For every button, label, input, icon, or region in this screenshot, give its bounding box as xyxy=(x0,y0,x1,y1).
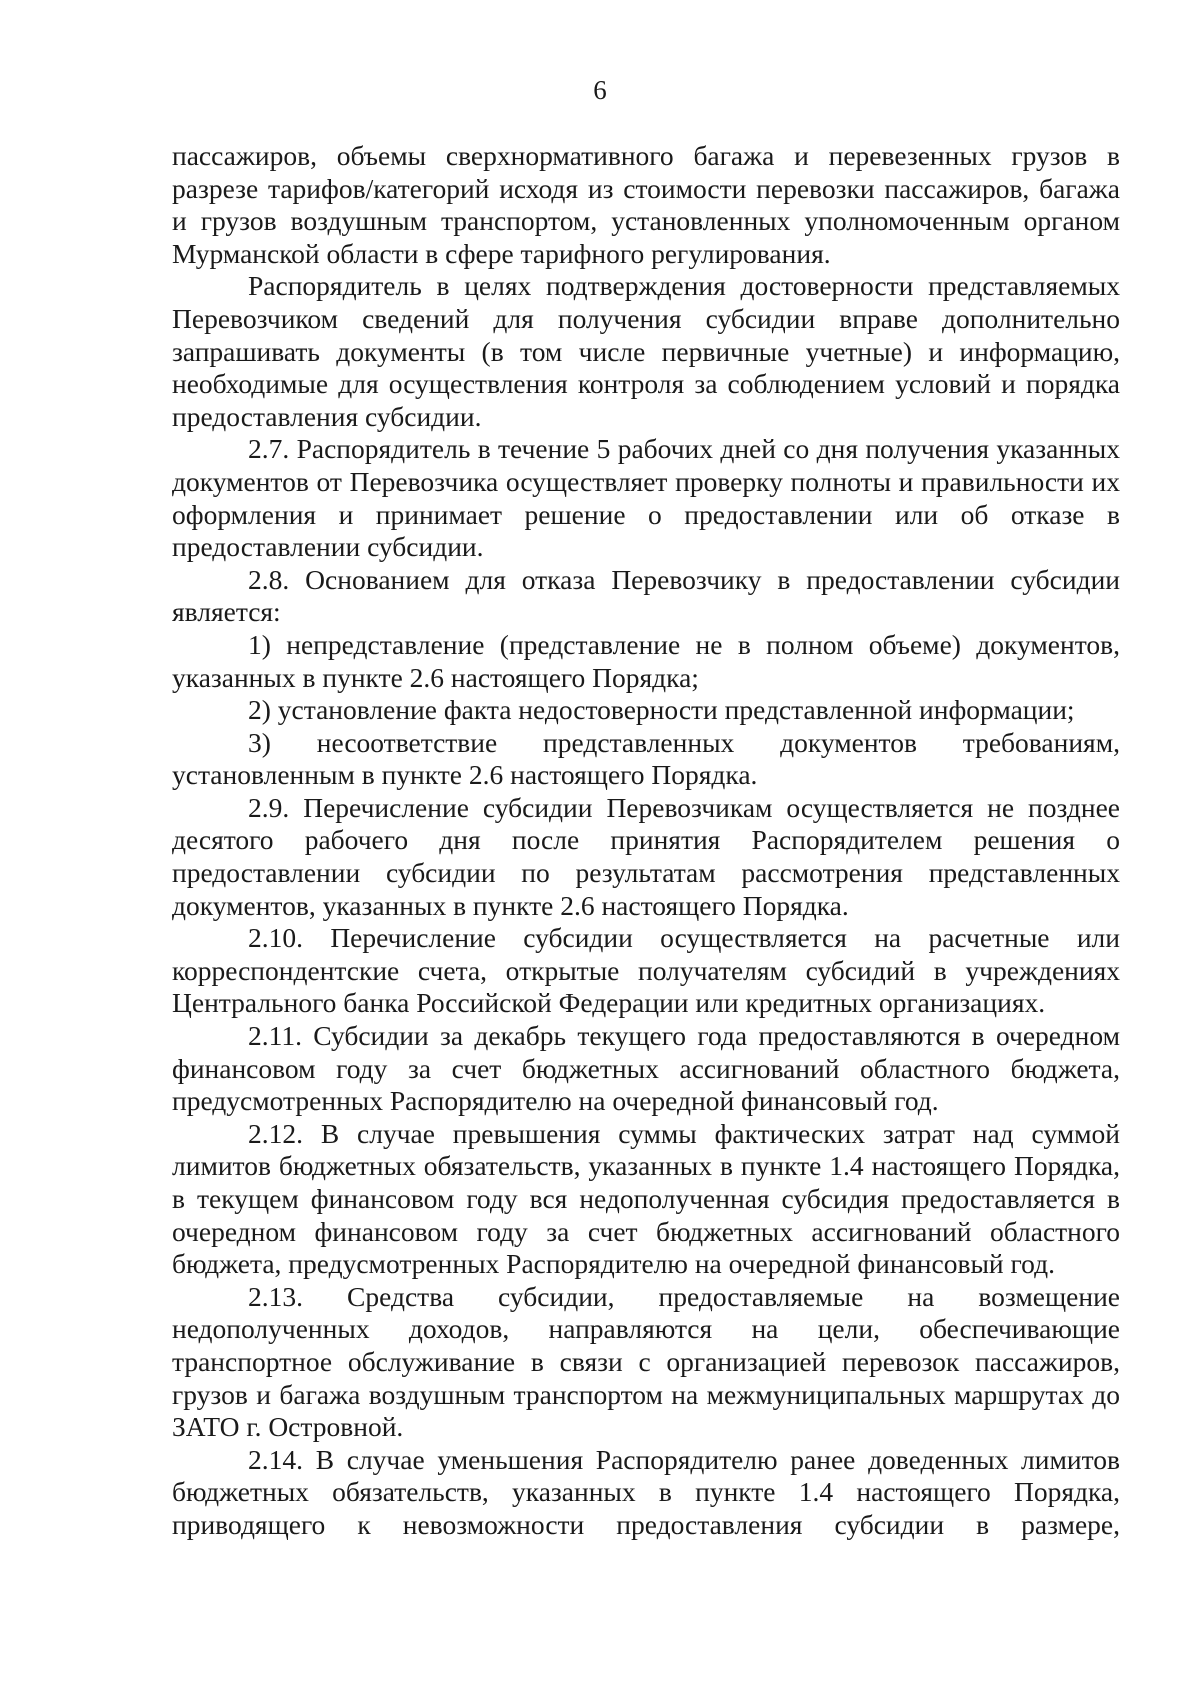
paragraph-2-8: 2.8. Основанием для отказа Перевозчику в предоставлении субсидии является: xyxy=(172,563,1120,628)
paragraph-2-8-item-1: 1) непредставление (представление не в полном объеме) документов, указанных в пункте 2.6 настоящего Порядка; xyxy=(172,628,1120,693)
paragraph-2-14: 2.14. В случае уменьшения Распорядителю ранее доведенных лимитов бюджетных обязательств, указанных в пункте 1.4 настоящего Порядка, приводящего к невозможности предоставления субсидии в размере, xyxy=(172,1443,1120,1540)
paragraph-2-12: 2.12. В случае превышения суммы фактических затрат над суммой лимитов бюджетных обязательств, указанных в пункте 1.4 настоящего Порядка, в текущем финансовом году вся недополученная субсидия предоставляется в очередном финансовом году за счет бюджетных ассигнований областного бюджета, предусмотренных Распорядителю на очередной финансовый год. xyxy=(172,1117,1120,1280)
paragraph-2-8-item-3: 3) несоответствие представленных документов требованиям, установленным в пункте 2.6 настоящего Порядка. xyxy=(172,726,1120,791)
paragraph-2-7: 2.7. Распорядитель в течение 5 рабочих дней со дня получения указанных документов от Перевозчика осуществляет проверку полноты и правильности их оформления и принимает решение о предоставлении или об отказе в предоставлении субсидии. xyxy=(172,433,1120,563)
paragraph-2-13: 2.13. Средства субсидии, предоставляемые на возмещение недополученных доходов, направляются на цели, обеспечивающие транспортное обслуживание в связи с организацией перевозок пассажиров, грузов и багажа воздушным транспортом на межмуниципальных маршрутах до ЗАТО г. Островной. xyxy=(172,1280,1120,1443)
page-number: 6 xyxy=(593,75,607,105)
paragraph-2-11: 2.11. Субсидии за декабрь текущего года предоставляются в очередном финансовом году за счет бюджетных ассигнований областного бюджета, предусмотренных Распорядителю на очередной финансовый год. xyxy=(172,1020,1120,1117)
paragraph-continuation: пассажиров, объемы сверхнормативного багажа и перевезенных грузов в разрезе тарифов/категорий исходя из стоимости перевозки пассажиров, багажа и грузов воздушным транспортом, установленных уполномоченным органом Мурманской области в сфере тарифного регулирования. xyxy=(172,140,1120,269)
paragraph-2-10: 2.10. Перечисление субсидии осуществляется на расчетные или корреспондентские счета, открытые получателям субсидий в учреждениях Центрального банка Российской Федерации или кредитных организациях. xyxy=(172,922,1120,1019)
paragraph-2-8-item-2: 2) установление факта недостоверности представленной информации; xyxy=(248,694,1075,726)
document-body xyxy=(172,140,1120,1542)
paragraph-distributor-right: Распорядитель в целях подтверждения достоверности представляемых Перевозчиком сведений для получения субсидии вправе дополнительно запрашивать документы (в том числе первичные учетные) и информацию, необходимые для осуществления контроля за соблюдением условий и порядка предоставления субсидии. xyxy=(172,270,1120,432)
paragraph-2-9: 2.9. Перечисление субсидии Перевозчикам осуществляется не позднее десятого рабочего дня после принятия Распорядителем решения о предоставлении субсидии по результатам рассмотрения представленных документов, указанных в пункте 2.6 настоящего Порядка. xyxy=(172,791,1120,921)
